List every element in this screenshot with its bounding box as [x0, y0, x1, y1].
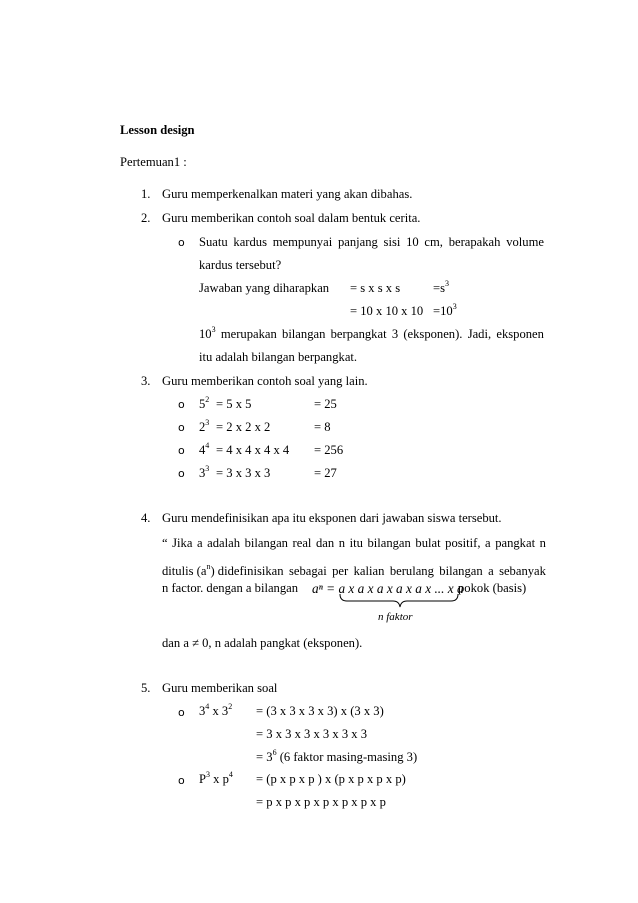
- definition-line1: [162, 537, 546, 550]
- word: pangkat: [495, 536, 536, 550]
- definition-line4: dan a ≠ 0, n adalah pangkat (eksponen).: [162, 636, 363, 650]
- bullet-icon: o: [178, 236, 185, 249]
- story-conclusion-line1: [199, 324, 544, 341]
- example-power: $3^3$: [199, 463, 210, 480]
- word: a: [488, 564, 494, 578]
- bullet-icon: o: [178, 421, 185, 434]
- word: positif,: [445, 536, 481, 550]
- word: berapakah: [448, 235, 501, 249]
- example-expansion: = 4 x 4 x 4 x 4: [216, 443, 290, 457]
- brace-label: n faktor: [378, 611, 413, 623]
- example-power: $2^3$: [199, 417, 210, 434]
- answer-label: Jawaban yang diharapkan: [199, 281, 330, 295]
- document-title: Lesson design: [120, 123, 195, 137]
- item-number: 4.: [141, 511, 151, 525]
- word: cm,: [424, 235, 443, 249]
- item-text: Guru memberikan contoh soal dalam bentuk cerita.: [162, 211, 421, 225]
- bullet-icon: o: [178, 398, 185, 411]
- definition-line3-end: pokok (basis): [458, 581, 527, 595]
- word: sebanyak: [499, 564, 546, 578]
- word: sisi: [383, 235, 401, 249]
- word: per: [332, 564, 349, 578]
- word: bulat: [415, 536, 441, 550]
- exercise-step: = (p x p x p ) x (p x p x p x p): [256, 772, 406, 786]
- meeting-heading: Pertemuan1 :: [120, 155, 187, 169]
- example-result: = 25: [314, 397, 337, 411]
- definition-formula: aⁿ = a x a x a x a x a x ... x a: [312, 581, 464, 596]
- word: (eksponen).: [403, 327, 463, 341]
- item-text: Guru memberikan soal: [162, 681, 278, 695]
- word: merupakan: [220, 327, 277, 341]
- word: kalian: [353, 564, 385, 578]
- story-conclusion-line2: itu adalah bilangan berpangkat.: [199, 350, 358, 364]
- example-result: = 256: [314, 443, 344, 457]
- word: panjang: [337, 235, 378, 249]
- word: 10: [406, 235, 419, 249]
- word: 3: [391, 327, 399, 341]
- item-text: Guru memberikan contoh soal yang lain.: [162, 374, 368, 388]
- word: berpangkat: [330, 327, 387, 341]
- word: volume: [506, 235, 544, 249]
- word: Suatu: [199, 235, 228, 249]
- example-result: = 27: [314, 466, 337, 480]
- word: real: [292, 536, 312, 550]
- item-number: 3.: [141, 374, 151, 388]
- word: Jadi,: [467, 327, 492, 341]
- word: bilangan: [244, 536, 288, 550]
- example-power: $5^2$: [199, 394, 210, 411]
- bullet-icon: o: [178, 774, 185, 787]
- example-expansion: = 5 x 5: [216, 397, 252, 411]
- bullet-icon: o: [178, 444, 185, 457]
- example-power: $4^4$: [199, 440, 210, 457]
- word: adalah: [207, 536, 241, 550]
- word: sebagai: [288, 564, 327, 578]
- word: berulang: [389, 564, 434, 578]
- word: a: [197, 536, 203, 550]
- story-question-line1: [199, 236, 544, 249]
- power-expression: $10^3$: [199, 324, 216, 341]
- equation-step: = 10 x 10 x 10: [350, 304, 424, 318]
- example-result: = 8: [314, 420, 331, 434]
- definition-line3-text: n factor. dengan a bilangan: [162, 581, 299, 595]
- exercise-lhs: $P^3$ x $p^4$: [199, 769, 233, 786]
- story-question-line2: kardus tersebut?: [199, 258, 282, 272]
- exercise-step: = (3 x 3 x 3 x 3) x (3 x 3): [256, 704, 384, 718]
- bullet-icon: o: [178, 467, 185, 480]
- word: n: [539, 536, 546, 550]
- equation-step: = s x s x s: [350, 281, 401, 295]
- item-number: 1.: [141, 187, 151, 201]
- word: ditulis $(a^n)$ didefinisikan: [162, 561, 284, 578]
- example-expansion: = 3 x 3 x 3: [216, 466, 271, 480]
- exercise-step: = 3 x 3 x 3 x 3 x 3 x 3: [256, 727, 368, 741]
- word: a: [485, 536, 491, 550]
- word: eksponen: [496, 327, 544, 341]
- bullet-icon: o: [178, 706, 185, 719]
- exercise-step: = $3^6$ (6 faktor masing-masing 3): [256, 747, 418, 764]
- equation-result: $=10^3$: [433, 301, 457, 318]
- item-text: Guru mendefinisikan apa itu eksponen dari jawaban siswa tersebut.: [162, 511, 502, 525]
- word: kardus: [233, 235, 267, 249]
- example-expansion: = 2 x 2 x 2: [216, 420, 271, 434]
- underbrace-icon: [339, 593, 459, 609]
- word: dan: [315, 536, 335, 550]
- word: mempunyai: [272, 235, 333, 249]
- exercise-step: = p x p x p x p x p x p x p: [256, 795, 386, 809]
- equation-result: $=s^3$: [433, 278, 450, 295]
- item-number: 5.: [141, 681, 151, 695]
- word: bilangan: [367, 536, 411, 550]
- definition-line2: [162, 561, 546, 578]
- word: Jika: [172, 536, 193, 550]
- item-number: 2.: [141, 211, 151, 225]
- word: “: [162, 536, 168, 550]
- word: bilangan: [439, 564, 483, 578]
- word: itu: [349, 536, 363, 550]
- word: n: [338, 536, 346, 550]
- item-text: Guru memperkenalkan materi yang akan dibahas.: [162, 187, 413, 201]
- exercise-lhs: $3^4$ x $3^2$: [199, 701, 233, 718]
- word: bilangan: [282, 327, 326, 341]
